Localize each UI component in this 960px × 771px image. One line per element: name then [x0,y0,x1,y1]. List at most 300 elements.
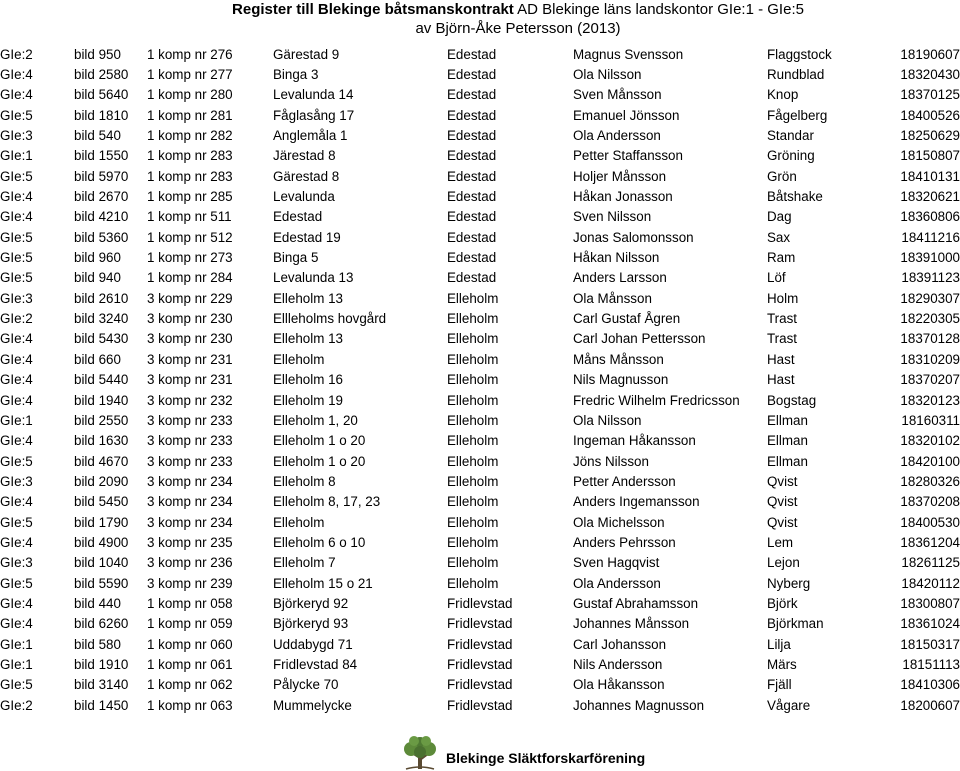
table-cell: bild 960 [74,250,121,266]
table-cell: 3 komp nr 229 [147,290,233,306]
table-cell: GIe:5 [0,107,33,123]
table-cell: bild 1790 [74,514,129,530]
table-cell: 18250629 [900,128,960,144]
table-cell: bild 1450 [74,697,129,713]
table-cell: bild 1910 [74,656,129,672]
table-cell: 18370125 [900,87,960,103]
table-cell: Elleholm 7 [273,555,336,571]
title-bold: Register till Blekinge båtsmanskontrakt [232,1,514,18]
table-cell: Anders Larsson [573,270,667,286]
table-cell: Edestad [447,189,497,205]
table-cell: GIe:4 [0,87,33,103]
table-cell: 18300807 [900,595,960,611]
table-cell: GIe:4 [0,595,33,611]
table-cell: 1 komp nr 273 [147,250,233,266]
table-cell: 18391000 [900,250,960,266]
table-cell: Sven Nilsson [573,209,652,225]
table-cell: Fridlevstad [447,616,513,632]
table-cell: Elleholm [447,331,499,347]
table-row [0,471,960,491]
table-cell: 18320102 [900,433,960,449]
table-cell: Ola Månsson [573,290,652,306]
table-cell: Uddabygd 71 [273,636,353,652]
table-row [0,614,960,634]
table-cell: 18310209 [900,351,960,367]
table-cell: Gustaf Abrahamsson [573,595,699,611]
table-cell: Lem [767,534,794,550]
table-cell: Elleholm 8, 17, 23 [273,494,381,510]
table-cell: GIe:4 [0,392,33,408]
table-cell: Elleholm 19 [273,392,343,408]
table-cell: GIe:4 [0,351,33,367]
table-cell: 3 komp nr 232 [147,392,233,408]
table-cell: Jonas Salomonsson [573,229,694,245]
table-cell: GIe:4 [0,616,33,632]
table-cell: 3 komp nr 234 [147,514,233,530]
table-cell: GIe:3 [0,290,33,306]
table-cell: GIe:4 [0,67,33,83]
table-cell: bild 5590 [74,575,129,591]
table-row [0,207,960,227]
table-cell: Carl Johan Pettersson [573,331,706,347]
table-cell: Edestad [447,270,497,286]
table-cell: Björk [767,595,798,611]
table-cell: Qvist [767,494,798,510]
table-cell: Elleholm 6 o 10 [273,534,366,550]
table-cell: GIe:5 [0,168,33,184]
table-cell: Fridlevstad [447,595,513,611]
register-table [0,44,960,715]
table-cell: bild 2670 [74,189,129,205]
table-row [0,634,960,654]
table-cell: Ellman [767,433,808,449]
table-cell: 3 komp nr 231 [147,372,233,388]
table-cell: Edestad [447,250,497,266]
table-cell: 18360806 [900,209,960,225]
table-cell: Edestad [273,209,323,225]
table-cell: Levalunda 13 [273,270,354,286]
table-cell: 18151113 [902,656,960,672]
table-row [0,349,960,369]
table-cell: Elleholm [447,311,499,327]
footer [400,736,700,770]
table-cell: Jöns Nilsson [573,453,649,469]
table-row [0,390,960,410]
table-cell: GIe:1 [0,636,33,652]
table-cell: Björkeryd 92 [273,595,349,611]
table-cell: Anglemåla 1 [273,128,348,144]
table-cell: 3 komp nr 234 [147,494,233,510]
table-cell: bild 3240 [74,311,129,327]
table-cell: bild 1810 [74,107,129,123]
table-row [0,532,960,552]
table-cell: Märs [767,656,797,672]
table-cell: bild 3140 [74,677,129,693]
table-cell: Nils Magnusson [573,372,669,388]
table-cell: Magnus Svensson [573,46,684,62]
table-cell: Elleholm [447,534,499,550]
table-cell: Lilja [767,636,791,652]
table-cell: Elleholm 1, 20 [273,412,358,428]
table-cell: Emanuel Jönsson [573,107,680,123]
tree-icon [400,736,440,770]
table-cell: Ingeman Håkansson [573,433,696,449]
table-cell: GIe:1 [0,656,33,672]
table-cell: Fridlevstad 84 [273,656,358,672]
table-cell: Elleholm 1 o 20 [273,453,366,469]
table-cell: Rundblad [767,67,825,83]
table-cell: bild 4670 [74,453,129,469]
table-cell: 3 komp nr 236 [147,555,233,571]
table-row [0,288,960,308]
table-cell: Nils Andersson [573,656,663,672]
table-cell: Elleholm [447,290,499,306]
table-cell: 1 komp nr 284 [147,270,233,286]
table-row [0,146,960,166]
table-cell: 18320430 [900,67,960,83]
table-cell: Nyberg [767,575,811,591]
table-cell: Edestad 19 [273,229,341,245]
table-cell: 18391123 [901,270,960,286]
table-cell: Lejon [767,555,800,571]
table-cell: GIe:4 [0,494,33,510]
org-name: Blekinge Släktforskarförening [446,750,646,766]
page-header [0,0,960,38]
table-cell: Grön [767,168,797,184]
table-cell: Fågelberg [767,107,828,123]
table-cell: 3 komp nr 233 [147,433,233,449]
table-cell: Björkman [767,616,824,632]
table-cell: bild 4900 [74,534,129,550]
title-rest: AD Blekinge läns landskontor GIe:1 - GIe:5 [513,1,804,18]
table-cell: Binga 3 [273,67,319,83]
table-cell: Levalunda [273,189,335,205]
table-cell: bild 1550 [74,148,129,164]
table-row [0,593,960,613]
table-cell: Ellleholms hovgård [273,311,387,327]
table-cell: Hast [767,351,795,367]
table-cell: 18150807 [900,148,960,164]
table-cell: Elleholm [447,575,499,591]
table-cell: 1 komp nr 511 [147,209,232,225]
table-cell: Petter Andersson [573,473,676,489]
table-cell: 18410306 [900,677,960,693]
table-cell: GIe:5 [0,453,33,469]
table-row [0,329,960,349]
table-cell: Holm [767,290,799,306]
table-cell: GIe:5 [0,270,33,286]
table-cell: Carl Johansson [573,636,667,652]
table-cell: bild 1040 [74,555,129,571]
table-cell: bild 2580 [74,67,129,83]
table-cell: 18200607 [900,697,960,713]
table-cell: bild 580 [74,636,121,652]
table-row [0,44,960,64]
table-cell: 3 komp nr 235 [147,534,233,550]
table-row [0,227,960,247]
table-cell: Elleholm [447,555,499,571]
table-cell: 1 komp nr 061 [147,656,233,672]
table-cell: Elleholm [447,473,499,489]
table-cell: GIe:1 [0,148,33,164]
table-cell: 3 komp nr 231 [147,351,233,367]
table-cell: Elleholm 13 [273,290,343,306]
table-cell: GIe:4 [0,331,33,347]
table-cell: GIe:3 [0,473,33,489]
table-cell: Edestad [447,209,497,225]
table-cell: Elleholm [447,433,499,449]
table-cell: Holjer Månsson [573,168,667,184]
table-cell: 1 komp nr 277 [147,67,233,83]
table-cell: 1 komp nr 512 [147,229,233,245]
table-row [0,654,960,674]
table-cell: 1 komp nr 280 [147,87,233,103]
table-cell: Mummelycke [273,697,352,713]
table-cell: 3 komp nr 234 [147,473,233,489]
table-cell: Elleholm [447,351,499,367]
table-cell: Ola Andersson [573,128,661,144]
table-cell: bild 5440 [74,372,129,388]
table-row [0,431,960,451]
table-cell: Sven Månsson [573,87,662,103]
table-cell: Edestad [447,128,497,144]
table-cell: bild 5640 [74,87,129,103]
register-rows [0,44,960,715]
table-cell: Ola Nilsson [573,67,642,83]
table-row [0,451,960,471]
table-cell: 3 komp nr 233 [147,453,233,469]
table-row [0,370,960,390]
table-cell: 1 komp nr 281 [147,107,233,123]
table-cell: Håkan Nilsson [573,250,660,266]
table-cell: GIe:4 [0,372,33,388]
table-cell: Ellman [767,412,808,428]
table-cell: 1 komp nr 276 [147,46,233,62]
table-cell: Ram [767,250,796,266]
table-cell: GIe:4 [0,534,33,550]
table-row [0,675,960,695]
table-cell: Björkeryd 93 [273,616,349,632]
table-cell: GIe:4 [0,209,33,225]
table-cell: Elleholm 15 o 21 [273,575,373,591]
table-cell: Petter Staffansson [573,148,683,164]
table-cell: 18400530 [900,514,960,530]
table-cell: GIe:1 [0,412,33,428]
table-cell: 1 komp nr 283 [147,148,233,164]
table-cell: bild 440 [74,595,121,611]
table-cell: Trast [767,311,798,327]
table-cell: Flaggstock [767,46,832,62]
table-cell: Johannes Magnusson [573,697,705,713]
table-cell: Dag [767,209,792,225]
table-cell: 18361024 [900,616,960,632]
table-cell: Anders Pehrsson [573,534,676,550]
table-row [0,247,960,267]
table-cell: 18290307 [900,290,960,306]
table-cell: 18370208 [900,494,960,510]
table-cell: 18370128 [900,331,960,347]
table-cell: GIe:4 [0,189,33,205]
table-cell: Elleholm [447,453,499,469]
table-cell: bild 5430 [74,331,129,347]
table-cell: GIe:2 [0,697,33,713]
table-cell: bild 6260 [74,616,129,632]
page-title [0,0,960,19]
table-cell: Edestad [447,168,497,184]
table-cell: GIe:5 [0,250,33,266]
table-cell: Knop [767,87,799,103]
table-row [0,85,960,105]
table-cell: Håkan Jonasson [573,189,673,205]
table-cell: GIe:5 [0,575,33,591]
table-cell: GIe:5 [0,677,33,693]
table-cell: Elleholm 8 [273,473,336,489]
table-cell: 3 komp nr 230 [147,331,233,347]
table-cell: Edestad [447,46,497,62]
table-cell: 18400526 [900,107,960,123]
table-cell: Löf [767,270,786,286]
table-cell: Hast [767,372,795,388]
table-cell: 18220305 [900,311,960,327]
table-cell: 18370207 [900,372,960,388]
table-row [0,166,960,186]
table-cell: Ola Michelsson [573,514,665,530]
table-row [0,64,960,84]
table-cell: 18160311 [901,412,960,428]
table-cell: Elleholm [447,494,499,510]
table-row [0,125,960,145]
table-cell: Vågare [767,697,811,713]
table-cell: 3 komp nr 239 [147,575,233,591]
table-cell: Qvist [767,473,798,489]
table-row [0,553,960,573]
table-cell: Fridlevstad [447,677,513,693]
table-row [0,512,960,532]
table-cell: GIe:2 [0,46,33,62]
table-cell: 1 komp nr 063 [147,697,233,713]
table-cell: GIe:5 [0,514,33,530]
table-cell: bild 2610 [74,290,129,306]
table-cell: Fridlevstad [447,697,513,713]
table-cell: bild 5360 [74,229,129,245]
table-cell: 1 komp nr 062 [147,677,233,693]
table-cell: Binga 5 [273,250,319,266]
table-cell: GIe:3 [0,555,33,571]
table-cell: bild 5450 [74,494,129,510]
table-cell: 18361204 [900,534,960,550]
table-cell: Edestad [447,67,497,83]
table-cell: Sven Hagqvist [573,555,660,571]
table-cell: bild 950 [74,46,121,62]
table-cell: Edestad [447,148,497,164]
table-cell: 18320621 [900,189,960,205]
table-cell: Järestad 8 [273,148,336,164]
table-row [0,410,960,430]
table-cell: Elleholm [447,514,499,530]
table-cell: Elleholm [447,372,499,388]
table-cell: Edestad [447,229,497,245]
table-row [0,105,960,125]
table-cell: 1 komp nr 282 [147,128,233,144]
table-cell: Qvist [767,514,798,530]
table-cell: GIe:5 [0,229,33,245]
table-cell: Elleholm [273,514,325,530]
table-cell: Standar [767,128,814,144]
table-cell: 18261125 [901,555,960,571]
table-cell: Trast [767,331,798,347]
table-cell: Elleholm 13 [273,331,343,347]
table-row [0,308,960,328]
table-cell: Bogstag [767,392,817,408]
table-cell: Fredric Wilhelm Fredricsson [573,392,740,408]
table-cell: Carl Gustaf Ågren [573,311,681,327]
table-cell: bild 940 [74,270,121,286]
table-cell: Elleholm 1 o 20 [273,433,366,449]
table-cell: Fridlevstad [447,656,513,672]
page-subtitle: av Björn-Åke Petersson (2013) [415,20,621,37]
table-cell: Levalunda 14 [273,87,354,103]
table-cell: bild 2550 [74,412,129,428]
table-cell: Fåglasång 17 [273,107,355,123]
table-cell: Elleholm [447,392,499,408]
table-cell: Gärestad 9 [273,46,340,62]
table-cell: Elleholm 16 [273,372,343,388]
table-cell: Gröning [767,148,815,164]
table-cell: Anders Ingemansson [573,494,700,510]
table-cell: 18411216 [901,229,960,245]
table-cell: Sax [767,229,791,245]
table-cell: 1 komp nr 285 [147,189,233,205]
table-cell: Gärestad 8 [273,168,340,184]
table-cell: bild 4210 [74,209,129,225]
table-cell: 1 komp nr 283 [147,168,233,184]
table-row [0,268,960,288]
table-cell: Ola Håkansson [573,677,665,693]
table-cell: Johannes Månsson [573,616,690,632]
table-cell: 18150317 [900,636,960,652]
table-cell: Edestad [447,87,497,103]
table-cell: Elleholm [447,412,499,428]
table-cell: GIe:2 [0,311,33,327]
table-cell: Elleholm [273,351,325,367]
table-cell: Pålycke 70 [273,677,339,693]
table-cell: 18420112 [901,575,960,591]
table-cell: bild 540 [74,128,121,144]
table-cell: 18190607 [900,46,960,62]
table-cell: Ola Nilsson [573,412,642,428]
table-cell: Ola Andersson [573,575,661,591]
table-row [0,492,960,512]
table-row [0,695,960,715]
table-cell: 1 komp nr 059 [147,616,233,632]
table-cell: Måns Månsson [573,351,664,367]
table-row [0,186,960,206]
table-cell: Ellman [767,453,808,469]
table-cell: GIe:4 [0,433,33,449]
table-cell: 3 komp nr 233 [147,412,233,428]
table-cell: Båtshake [767,189,823,205]
table-cell: bild 1630 [74,433,129,449]
table-cell: 18410131 [900,168,960,184]
table-cell: Fjäll [767,677,792,693]
table-cell: bild 5970 [74,168,129,184]
table-cell: GIe:3 [0,128,33,144]
table-cell: Fridlevstad [447,636,513,652]
table-cell: bild 660 [74,351,121,367]
table-cell: 18320123 [900,392,960,408]
table-cell: 18420100 [900,453,960,469]
table-cell: 1 komp nr 058 [147,595,233,611]
